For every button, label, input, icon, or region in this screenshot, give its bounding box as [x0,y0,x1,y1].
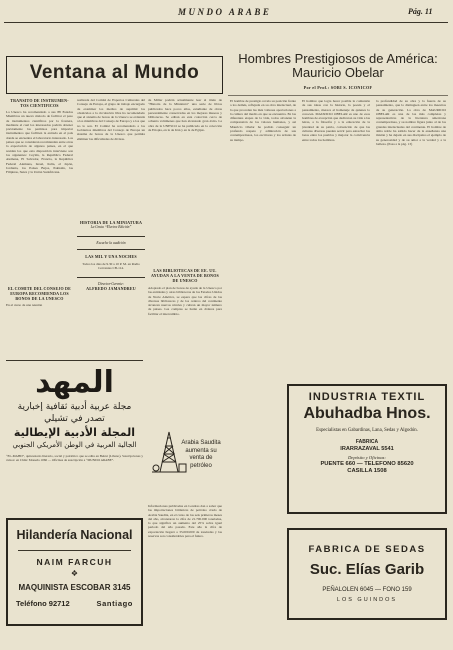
el-mahd-arabic-line1: مجلة عربية أدبية ثقافية إخبارية [17,402,132,412]
abuhadba-fabrica: IRARRAZAVAL 5541 [340,445,394,452]
hilanderia-owner: NAIM FARCUH [36,557,113,567]
el-mahd-caption: “EL-MAHD”, quincenario literario, social y patriótico que se edita en Beirut (Líbano). Suscripciones y avisos: en Chile: Moneda 1066 — Oficinas de suscripción a “MUNDO ARABE”. [6,454,143,463]
audition-label: Escuche la audición [96,240,126,245]
section-title-comite: EL COMITE DEL CONSEJO DE EUROPA RECOMIENDA LOS BONOS DE LA UNESCO [7,286,72,301]
obelar-headline: Hombres Prestigiosos de América: Mauricio Obelar [238,51,438,80]
obelar-column-1: El hombre de prestigio revela su posición frente a los demás, reflejada en su obra intelectual, de la que proceden las más valiosas aportaciones a la cultura del medio en que se encuentra. En las diferentes etapas de la vida, todos alcanzan la comprensión de los valores humanos, y así Mauricio Obelar ha podido conseguir un profundo respeto y admiración de sus contemporáneos, los escritores y los artistas de su tiempo. [230,99,296,142]
abuhadba-fabrica-label: FABRICA [355,438,379,445]
radio-show-name: LAS MIL Y UNA NOCHES [85,254,137,260]
abuhadba-deposito-label: Depósito y Oficinas: [347,454,387,460]
obelar-rule [228,95,448,96]
el-mahd-logo: المهد [35,365,114,400]
article-text-saudi: Informaciones publicadas en Londres dan a saber que las importaciones británicas de petróleo crudo de Arabia Saudita, en el curso de los seis primeros meses del año, alcanzaron la cifra de 21.700.000 toneladas, lo que significa un aumento del 25% sobre igual periodo del año pasado. Este año la cifra de exportación llegará a 35.000.000 de toneladas y las reservas son considerables para el futuro. [148,504,222,539]
section-title-instrumentos: TRANSITO DE INSTRUMEN- TOS CIENTIFICOS [10,98,69,108]
header-rule [4,22,448,23]
abuhadba-deposito: PUENTE 660 — TELEFONO 85620 [320,460,414,467]
sedas-address: PEÑALOLEN 6045 — FONO 159 [322,587,412,593]
abuhadba-specialty: Especialistas en Gabardinas, Lana, Sedas y Algodón. [316,428,418,433]
el-mahd-arabic-line4: الجالية العربية في الوطن الأمريكي الجنوبي [12,441,137,449]
abuhadba-casilla: CASILLA 1508 [347,467,387,474]
article-text-bibliotecas: Adoptado el plan de bonos de ayuda de la Unesco por las entidades y otras bibliotecas de los Estados Unidos de Norte América, se espera que las cifras de las diversas bibliotecas y de los centros del continente alcancen nuevos niveles y cubran un mayor número de países. Las compras se harán en dólares para facilitar el intercambio. [148,286,222,316]
el-mahd-arabic-line3: المجلة الأدبية الإيطالية [13,426,136,439]
hilanderia-ad [6,518,143,626]
obelar-header [228,24,448,104]
article-text-bonos: realizada del Comité de Expertos Culturales del Consejo de Europa, el grupo de trabajo encargado de examinar los medios de suprimir los obstáculos a la circulación libre ha recomendado que el sistema de bonos de la Unesco se extienda a los miembros del Consejo de Europa y a los que no lo son. El Comité ha recomendado a los Gobiernos miembros del Consejo de Europa un sistema de bonos de la Unesco que permita eliminar las dificultades de divisas. [77,98,145,141]
article-text-miniatura: de Miller podrán actualmente leer al título de “Historia de la Miniatura” una serie de libros publicados hace pocos años, estudiante de obras personalmente conservadas en los mejores museos y bibliotecas. Se editan en esta colección cerca de ochenta volúmenes que han alcanzado gran éxito. La obra de la UNESCO se ha publicado en la colección de Etiopía, en la de Irán y en la de Egipto. [148,98,222,133]
sedas-name: Suc. Elías Garib [309,561,425,578]
saudi-oil-caption: Arabia Saudita aumenta su venta de petróleo [181,440,221,469]
hilanderia-city: Santiago [96,599,133,608]
obelar-column-2: El hombre que logra hacer posible la comunión de sus ideas con la historia, la poesía y el pensamiento, merece el homenaje de quienes lo conocen. MAURICIO OBELAR es uno de esos hombres de excepción que dedicaron su vida a las letras, a la filosofía y a la educación de la juventud de su patria, convencido de que las culturas diversas pueden servir para estrechar los lazos entre los pueblos y mejorar la convivencia entre todos los hombres. [302,99,370,142]
magazine-name: MUNDO ARABE [178,7,272,17]
page-header [0,6,453,22]
obelar-byline: Por el Prof.: SOBI S. ICONICOF [303,85,373,90]
hilanderia-name: Hilandería Nacional [16,528,133,542]
section-title-miniatura: HISTORIA DE LA MINIATURA [79,220,143,225]
article-text-instrumentos: La Unesco ha recomendado a sus 88 Estados Miembros un nuevo método de facilitar el paso de instrumentos científicos por la frontera, mediante el cual los interesados podrán obtener previamente los permisos para importar instrumentos que faciliten la entrada en el país donde se encuentre el laboratorio interesado. Los países que se consideran recomiendan entre otras la exportación de algunos países, en el que residan los que esta disposición interviene son los siguientes: Ceylán, la República Federal Alemana, El Salvador, Francia, la República Federal Alemana, Israel, Italia, el Japón, Jordania, los Países Bajos, Pakistán, las Filipinas, Suiza y la Unión Sudafricana. [6,110,73,175]
ventana-title-box [6,56,223,94]
miniatura-subtitle: La Gruta “Electra Edición” [90,225,132,229]
abuhadba-ad [287,384,447,514]
saudi-oil-block [148,390,222,490]
abuhadba-line1: INDUSTRIA TEXTIL [308,391,426,403]
abuhadba-name: Abuhadba Hnos. [303,405,431,422]
hilanderia-address: MAQUINISTA ESCOBAR 3145 [18,583,131,592]
obelar-column-3: la profundidad de su obra y la fuerza de su pensamiento, que lo distinguen entre los maestros de su generación. La obra de MAURICIO OBELAR es una de las más completas y representativas de la literatura americana contemporánea, y su nombre figura junto al de los grandes intelectuales del continente. El hombre de alma noble ha sabido hacer de la enseñanza una misión y ha dejado en sus discípulos el ejemplo de su generosidad y de su amor a la verdad y a la belleza. (Pasa a la pág. 13) [376,99,446,146]
article-column-a [6,98,73,380]
page-number: Pág. 11 [408,7,433,16]
article-column-b [77,98,145,380]
sedas-location: LOS GUINDOS [336,597,398,603]
hilanderia-phone: Teléfono 92712 [16,599,70,608]
radio-show-times: Todos los días de 9.30 a 10 P. M. en Radio Cervantes CB-114. [82,262,140,271]
sedas-line1: FABRICA DE SEDAS [308,544,426,555]
el-mahd-ad [6,360,143,506]
section-title-bibliotecas: LAS BIBLIOTECAS DE EE. UU. AYUDAN A LA VENTA DE BONOS DE UNESCO [151,268,219,283]
ventana-headline: Ventana al Mundo [29,62,200,83]
director-label: Director-Gerente: [97,281,124,286]
ornament-icon: ❖ [70,569,79,578]
sedas-ad [287,528,447,620]
el-mahd-arabic-line2: تصدر في تشيلي [44,414,105,424]
article-column-c [148,98,222,380]
director-name: ALFREDO JAMANDREU [86,286,136,292]
article-text-comite: En el curso de una reunión [6,303,43,307]
